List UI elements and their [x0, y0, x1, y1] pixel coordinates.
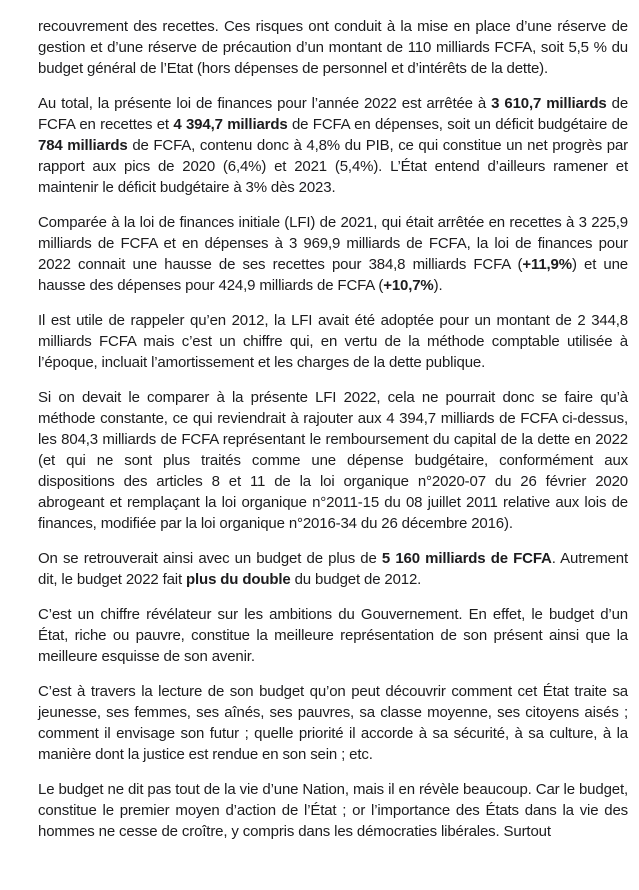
paragraph: [38, 387, 628, 534]
text-run: Comparée à la loi de finances initiale (LFI) de 2021, qui était arrêtée en recettes à 3 225,9 milliards de FCFA et en dépenses à 3 969,9 milliards de FCFA, la loi de finances pour 2022 connait une hausse de ses recettes pour 384,8 milliards FCFA (: [38, 214, 628, 273]
text-run: recouvrement des recettes. Ces risques ont conduit à la mise en place d’une réserve de gestion et d’une réserve de précaution d’un montant de 110 milliards FCFA, soit 5,5 % du budget général de l’Etat (hors dépenses de personnel et d’intérêts de la dette).: [38, 18, 628, 77]
text-run: ) et une hausse des dépenses pour 424,9 milliards de FCFA (: [38, 256, 628, 294]
paragraph: [38, 779, 628, 842]
text-run-bold: 3 610,7 milliards: [491, 95, 607, 112]
text-run-bold: +10,7%: [383, 277, 434, 294]
text-run: du budget de 2012.: [290, 571, 422, 588]
document-body: [38, 16, 628, 842]
text-run: C’est un chiffre révélateur sur les ambitions du Gouvernement. En effet, le budget d’un État, riche ou pauvre, constitue la meilleure représentation de son présent ainsi que la meilleure esquisse de son avenir.: [38, 606, 628, 665]
text-run: C’est à travers la lecture de son budget qu’on peut découvrir comment cet État traite sa jeunesse, ses femmes, ses aînés, ses pauvres, sa classe moyenne, ses citoyens aisés ; comment il envisage son futur ; quelle priorité il accorde à sa sécurité, à sa culture, à la manière dont la justice est rendue en son sein ; etc.: [38, 683, 628, 763]
paragraph: [38, 310, 628, 373]
text-run-bold: plus du double: [186, 571, 291, 588]
text-run-bold: 5 160 milliards de FCFA: [381, 550, 552, 567]
text-run: de FCFA en recettes et: [38, 95, 629, 133]
paragraph: [38, 681, 628, 765]
text-run-bold: 784 milliards: [38, 137, 128, 154]
text-run: . Autrement dit, le budget 2022 fait: [38, 550, 629, 588]
text-run: On se retrouverait ainsi avec un budget de plus de: [38, 550, 382, 567]
text-run: de FCFA, contenu donc à 4,8% du PIB, ce qui constitue un net progrès par rapport aux pics de 2020 (6,4%) et 2021 (5,4%). L’État entend d’ailleurs ramener et maintenir le déficit budgétaire à 3% dès 2023.: [38, 137, 628, 196]
paragraph: [38, 16, 628, 79]
paragraph: [38, 212, 628, 296]
text-run: de FCFA en dépenses, soit un déficit budgétaire de: [287, 116, 628, 133]
paragraph: [38, 548, 628, 590]
text-run: Il est utile de rappeler qu’en 2012, la LFI avait été adoptée pour un montant de 2 344,8 milliards FCFA mais c’est un chiffre qui, en vertu de la méthode comptable utilisée à l’époque, incluait l’amortissement et les charges de la dette publique.: [38, 312, 628, 371]
text-run: Au total, la présente loi de finances pour l’année 2022 est arrêtée à: [38, 95, 492, 112]
text-run: Le budget ne dit pas tout de la vie d’une Nation, mais il en révèle beaucoup. Car le budget, constitue le premier moyen d’action de l’État ; or l’importance des États dans la vie des hommes ne cesse de croître, y compris dans les démocraties libérales. Surtout: [38, 781, 628, 840]
text-run: Si on devait le comparer à la présente LFI 2022, cela ne pourrait donc se faire qu’à méthode constante, ce qui reviendrait à rajouter aux 4 394,7 milliards de FCFA ci-dessus, les 804,3 milliards de FCFA représentant le remboursement du capital de la dette en 2022 (et qui ne sont plus traités comme une dépense budgétaire, conformément aux dispositions des articles 8 et 11 de la loi organique n°2020-07 du 26 février 2020 abrogeant et remplaçant la loi organique n°2011-15 du 08 juillet 2011 relative aux lois de finances, modifiée par la loi organique n°2016-34 du 26 décembre 2016).: [38, 389, 628, 532]
text-run-bold: 4 394,7 milliards: [173, 116, 288, 133]
text-run-bold: +11,9%: [522, 256, 572, 273]
paragraph: [38, 604, 628, 667]
paragraph: [38, 93, 628, 198]
text-run: ).: [433, 277, 443, 294]
